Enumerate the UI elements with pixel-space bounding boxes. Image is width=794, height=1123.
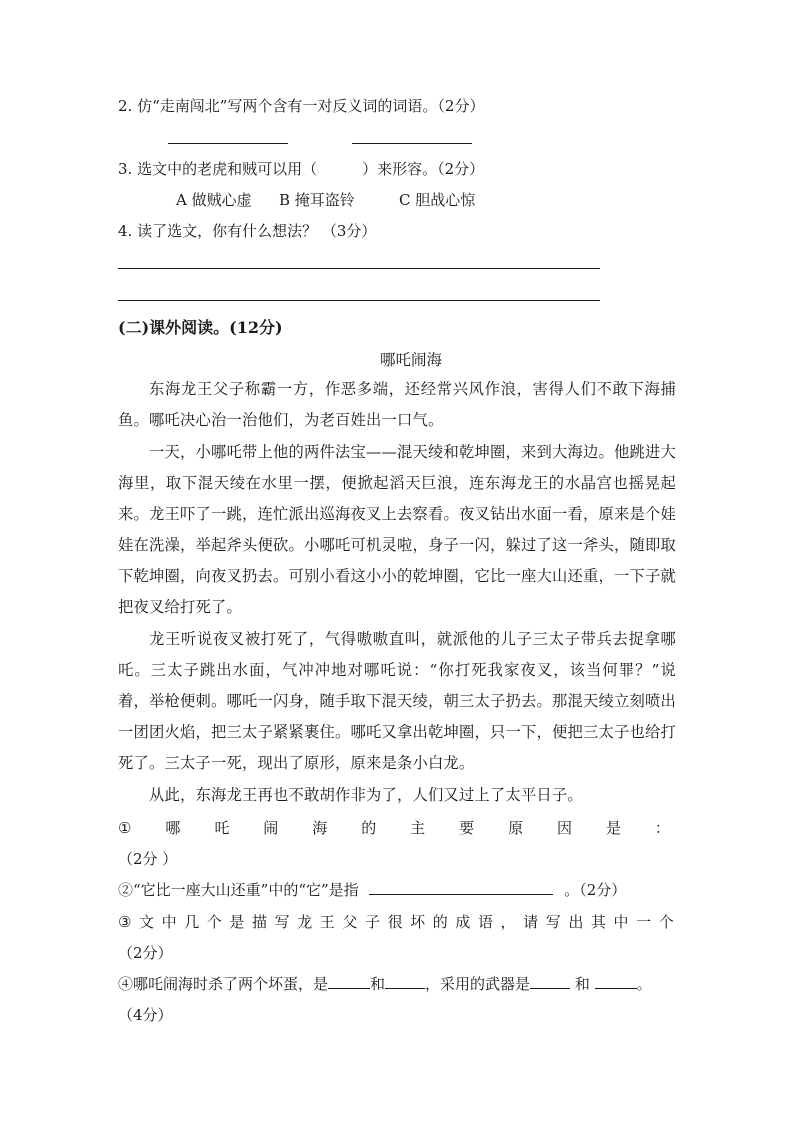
reading-question-4-part-4: 和 (570, 975, 595, 993)
question-char: 文 (139, 913, 155, 931)
question-char: 龙 (297, 913, 313, 931)
reading-question-4-part-5: 。 (636, 975, 652, 993)
reading-question-4-part-2: 和 (370, 975, 386, 993)
passage-paragraph-3: 龙王听说夜叉被打死了，气得嗷嗷直叫，就派他的儿子三太子带兵去捉拿哪吒。三太子跳出水面，气冲冲地对哪吒说：“你打死我家夜叉，该当何罪？”说着，举枪便刺。哪吒一闪身，随手取下混天绫，朝三太子扔去。那混天绫立刻喷出一团团火焰，把三太子紧紧裹住。哪吒又拿出乾坤圈，只一下，便把三太子也给打死了。三太子一死，现出了原形，原来是条小白龙。 (118, 630, 676, 772)
passage-title: 哪吒闹海 (380, 351, 443, 369)
question-4-text: 4. 读了选文，你有什么想法？ （3分） (118, 222, 377, 240)
answer-blank-villain-2[interactable] (385, 974, 425, 989)
question-char: 描 (252, 913, 268, 931)
question-char: 是 (605, 819, 621, 837)
question-char: 中 (613, 913, 629, 931)
question-char: 几 (184, 913, 200, 931)
question-char: 个 (206, 913, 222, 931)
question-2-text: 2. 仿“走南闯北”写两个含有一对反义词的词语。（2分） (118, 97, 485, 115)
question-char: 出 (568, 913, 584, 931)
answer-blank-it[interactable] (369, 880, 553, 895)
option-b: B 掩耳盗铃 (279, 191, 355, 209)
question-char: 其 (590, 913, 606, 931)
question-char: ， (500, 913, 516, 931)
option-c: C 胆战心惊 (399, 191, 476, 209)
question-char: 子 (364, 913, 380, 931)
answer-blank-villain-1[interactable] (328, 974, 370, 989)
reading-question-1-score: （2分 ） (118, 850, 178, 868)
reading-question-4-part-3: ，采用的武器是 (425, 975, 531, 993)
answer-blank-weapon-2[interactable] (595, 974, 637, 989)
question-char: ③ (118, 913, 132, 931)
question-char: ： (654, 819, 670, 837)
question-char: 中 (161, 913, 177, 931)
section-heading: (二)课外阅读。(12分) (118, 318, 283, 337)
passage-paragraph-1: 东海龙王父子称霸一方，作恶多端，还经常兴风作浪，害得人们不敢下海捕鱼。哪吒决心治一治他们，为老百姓出一口气。 (118, 380, 676, 429)
question-char: 写 (274, 913, 290, 931)
question-char: ① (118, 819, 132, 837)
question-char: 很 (387, 913, 403, 931)
question-char: 坏 (410, 913, 426, 931)
reading-question-2-score: 。（2分） (564, 881, 627, 899)
reading-question-1 (118, 818, 670, 838)
option-a: A 做贼心虚 (176, 191, 252, 209)
reading-question-2 (118, 880, 626, 900)
reading-question-3 (118, 912, 674, 932)
question-char: 要 (459, 819, 475, 837)
question-char: 因 (557, 819, 573, 837)
answer-blank-1[interactable] (168, 143, 288, 144)
question-char: 的 (361, 819, 377, 837)
question-char: 的 (432, 913, 448, 931)
answer-line-1[interactable] (118, 268, 600, 269)
passage-paragraph-2: 一天，小哪吒带上他的两件法宝——混天绫和乾坤圈，来到大海边。他跳进大海里，取下混天绫在水里一摆，便掀起滔天巨浪，连东海龙王的水晶宫也摇晃起来。龙王吓了一跳，连忙派出巡海夜叉上去察看。夜叉钻出水面一看，原来是个娃娃在洗澡，举起斧头便砍。小哪吒可机灵啦，身子一闪，躲过了这一斧头，随即取下乾坤圈，向夜叉扔去。可别小看这小小的乾坤圈，它比一座大山还重，一下子就把夜叉给打死了。 (118, 443, 676, 616)
question-char: 主 (410, 819, 426, 837)
question-char: 一 (636, 913, 652, 931)
question-char: 父 (342, 913, 358, 931)
answer-blank-2[interactable] (352, 143, 472, 144)
question-char: 原 (508, 819, 524, 837)
passage-paragraph-4: 从此，东海龙王再也不敢胡作非为了，人们又过上了太平日子。 (149, 786, 583, 804)
answer-blank-weapon-1[interactable] (530, 974, 570, 989)
question-char: 吒 (214, 819, 230, 837)
question-char: 哪 (165, 819, 181, 837)
reading-question-4-part-1: ④哪吒闹海时杀了两个坏蛋，是 (118, 975, 329, 993)
question-char: 闹 (263, 819, 279, 837)
reading-question-4 (118, 974, 652, 994)
question-char: 请 (523, 913, 539, 931)
question-char: 个 (658, 913, 674, 931)
reading-question-4-score: （4分） (118, 1006, 173, 1024)
question-char: 写 (545, 913, 561, 931)
reading-question-2-prompt: ②“它比一座大山还重”中的“它”是指 (118, 881, 359, 899)
answer-line-2[interactable] (118, 300, 600, 301)
question-char: 海 (312, 819, 328, 837)
question-char: 语 (477, 913, 493, 931)
question-char: 成 (455, 913, 471, 931)
question-char: 是 (229, 913, 245, 931)
question-char: 王 (319, 913, 335, 931)
reading-question-3-score: （2分） (118, 944, 173, 962)
question-3-text: 3. 选文中的老虎和贼可以用（ ）来形容。（2分） (118, 160, 485, 178)
